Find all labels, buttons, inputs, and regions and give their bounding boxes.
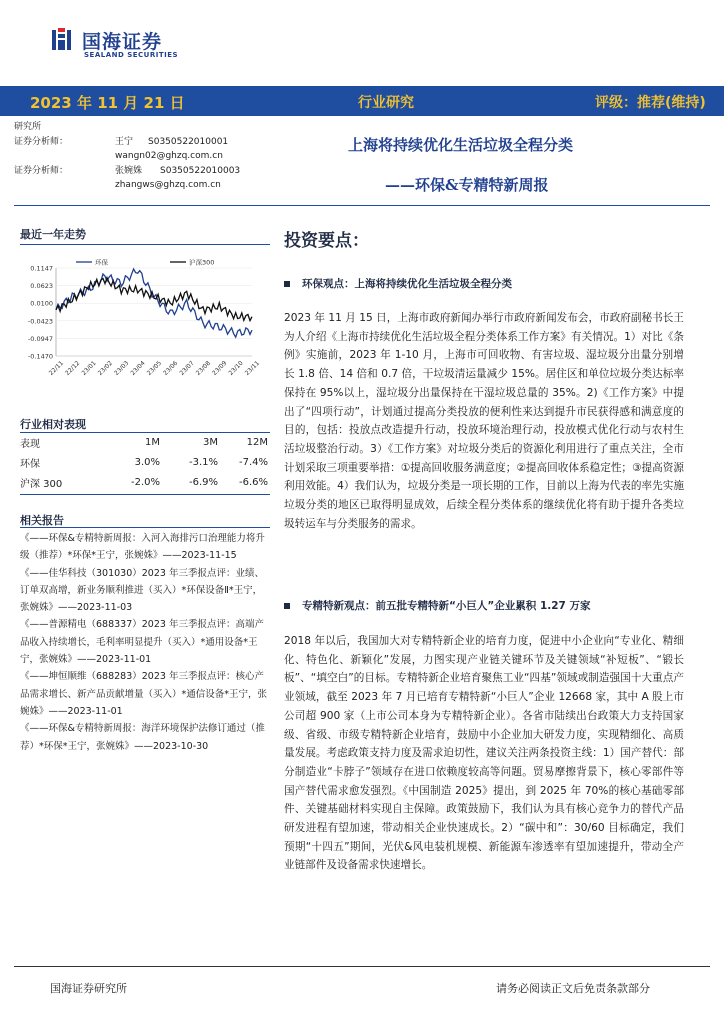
series-line-hs300 (56, 278, 252, 321)
section-heading-text: 环保观点：上海将持续优化生活垃圾全程分类 (302, 278, 512, 290)
table-cell: -3.1% (188, 456, 218, 468)
x-tick-label: 23/11 (243, 359, 261, 377)
table-cell: -6.9% (188, 476, 218, 488)
analyst-cert-1: S0350522010001 (148, 137, 229, 147)
footer-disclaimer: 请务必阅读正文后免责条款部分 (496, 982, 650, 995)
performance-table (20, 432, 268, 492)
related-report-item[interactable]: 《——佳华科技（301030）2023 年三季报点评：业绩、订单双高增，新业务顺利推进（买入）*环保设备Ⅱ*王宁，张婉姝》——2023-11-03 (20, 567, 264, 614)
table-cell: 3.0% (134, 456, 160, 468)
report-date: 2023 年 11 月 21 日 (30, 94, 185, 112)
bullet-square-icon (284, 281, 290, 287)
analyst-name-1: 王宁 (115, 137, 134, 147)
company-name-cn: 国海证券 (82, 31, 163, 53)
y-tick-label: -0.0947 (27, 334, 53, 343)
y-tick-label: -0.0423 (27, 317, 53, 326)
rating: 评级：推荐(维持) (595, 95, 706, 111)
x-tick-label: 23/01 (80, 359, 98, 377)
y-tick-label: 0.0623 (30, 282, 53, 291)
table-header-cell: 表现 (20, 438, 40, 450)
x-tick-label: 23/07 (178, 359, 196, 377)
analyst-email-1[interactable]: wangn02@ghzq.com.cn (115, 151, 223, 161)
section-heading-environment (284, 276, 512, 291)
x-tick-label: 23/03 (113, 359, 131, 377)
x-tick-label: 23/02 (96, 359, 114, 377)
section-heading-specialized (284, 598, 591, 613)
related-report-item[interactable]: 《——坤恒顺维（688283）2023 年三季报点评：核心产品需求增长、新产品贡献增量（买入）*通信设备*王宁，张婉姝》——2023-11-01 (20, 671, 268, 717)
x-tick-label: 23/06 (162, 359, 180, 377)
company-name-en: SEALAND SECURITIES (84, 51, 179, 59)
table-header-cell: 1M (145, 436, 160, 448)
legend-label: 环保 (95, 258, 108, 267)
investment-highlights-heading: 投资要点： (284, 231, 369, 251)
y-tick-label: -0.1470 (27, 352, 53, 361)
analyst-name-2: 张婉姝 (115, 166, 143, 176)
table-cell: 沪深 300 (20, 478, 63, 490)
trend-divider (20, 244, 270, 245)
related-report-item[interactable]: 《——普源精电（688337）2023 年三季报点评：高端产品收入持续增长，毛利率明显提升（买入）*通用设备*王宁，张婉姝》——2023-11-01 (20, 619, 264, 666)
footer-divider (14, 966, 710, 967)
bullet-square-icon (284, 603, 290, 609)
performance-heading: 行业相对表现 (20, 418, 86, 431)
related-heading: 相关报告 (20, 514, 64, 527)
analyst-role-1: 证券分析师： (14, 137, 69, 147)
table-header-cell: 3M (203, 436, 218, 448)
x-tick-label: 22/12 (64, 359, 82, 377)
x-tick-label: 23/05 (145, 359, 163, 377)
x-tick-label: 22/11 (47, 359, 65, 377)
table-header-cell: 12M (246, 436, 268, 448)
trend-heading: 最近一年走势 (20, 228, 86, 241)
footer-institute: 国海证券研究所 (50, 982, 127, 995)
y-tick-label: 0.1147 (30, 264, 53, 273)
analyst-email-2[interactable]: zhangws@ghzq.com.cn (115, 180, 221, 190)
table-cell: 环保 (20, 458, 40, 470)
related-list (20, 530, 270, 755)
analyst-cert-2: S0350522010003 (160, 166, 241, 176)
related-report-item[interactable]: 《——环保&专精特新周报：海洋环境保护法修订通过（推荐）*环保*王宁，张婉姝》——2023-10-30 (20, 723, 265, 752)
table-cell: -2.0% (130, 476, 160, 488)
y-tick-label: 0.0100 (30, 299, 53, 308)
title-divider (14, 205, 710, 206)
company-logo-icon (50, 26, 76, 52)
x-tick-label: 23/10 (227, 359, 245, 377)
section-body-specialized: 2018 年以后，我国加大对专精特新企业的培育力度，促进中小企业向“专业化、精细化、特色化、新颖化”发展，力图实现产业链关键环节及关键领域“补短板”、“锻长板”、“填空白”的目标。专精特新企业培育聚焦工业“四基”领域或制造强国十大重点产业领域，截至 2023 年 7 月已培育专精特新“小巨人”企业 12668 家，其中 A 股上市公司超 900 家（上市公司本身为专精特新企业）。各省市陆续出台政策大力支持国家级、省级、市级专精特新企业培育，鼓励中小企业加大研发力度，实现精细化、高质量发展。考虑政策支持力度及需求迫切性，建议关注两条投资主线：1）国产替代：部分制造业“卡脖子”领域存在进口依赖度较高等问题。贸易摩擦背景下，核心零部件等国产替代需求愈发强烈。《中国制造 2025》提出，到 2025 年 70%的核心基础零部件、关键基础材料实现自主保障。政策鼓励下，我们认为具有核心竞争力的替代产品研发进程有望加速，带动相关企业快速成长。2）“碳中和”：30/60 目标确定，我们预期“十四五”期间，光伏&风电装机规模、新能源车渗透率有望加速提升，带动全产业链部件及设备需求快速增长。 (284, 635, 684, 872)
report-title: 上海将持续优化生活垃圾全程分类 (348, 136, 574, 154)
x-tick-label: 23/04 (129, 359, 147, 377)
table-cell: -7.4% (238, 456, 268, 468)
related-report-item[interactable]: 《——环保&专精特新周报：入河入海排污口治理能力将升级（推荐）*环保*王宁，张婉姝》——2023-11-15 (20, 533, 265, 562)
x-tick-label: 23/08 (194, 359, 212, 377)
table-cell: -6.6% (238, 476, 268, 488)
trend-chart (20, 254, 270, 389)
section-heading-text: 专精特新观点：前五批专精特新“小巨人”企业累积 1.27 万家 (302, 600, 591, 612)
report-type: 行业研究 (358, 95, 414, 111)
table-row (20, 472, 268, 492)
report-subtitle: ——环保&专精特新周报 (385, 176, 549, 194)
table-row (20, 452, 268, 472)
related-divider (20, 527, 270, 528)
x-tick-label: 23/09 (211, 359, 229, 377)
section-body-environment: 2023 年 11 月 15 日，上海市政府新闻办举行市政府新闻发布会，市政府副秘书长王为人介绍《上海市持续优化生活垃圾全程分类体系工作方案》有关情况。1）对比《条例》实施前，2023 年 1-10 月，上海市可回收物、有害垃圾、湿垃圾分出量分别增长 1.8 倍、14 倍和 0.7 倍，干垃圾清运量减少 15%。居住区和单位垃圾分类达标率保持在 95%以上，湿垃圾分出量保持在干湿垃圾总量的 35%。2)《工作方案》中提出了“四项行动”，计划通过提高分类投放的便利性来达到提升市民获得感和满意度的目的，包括：投放点改造提升行动，投放环境治理行动，投放模式优化行动与农村生活垃圾整治行动。3）《工作方案》对垃圾分类后的资源化利用进行了重点关注，全市计划采取三项重要举措：①提高回收服务满意度；②提高回收体系稳定性；③提高资源利用效能。4）我们认为，垃圾分类是一项长期的工作，目前以上海为代表的率先实施垃圾分类的地区已取得明显成效，后续全程分类体系的继续优化将有助于提升各类垃圾转运车与分类服务的需求。 (284, 312, 684, 530)
legend-label: 沪深300 (189, 258, 215, 267)
analyst-role-2: 证券分析师： (14, 166, 69, 176)
institute-label: 研究所 (14, 122, 42, 132)
performance-divider-bottom (20, 494, 270, 495)
table-header-row (20, 432, 268, 452)
